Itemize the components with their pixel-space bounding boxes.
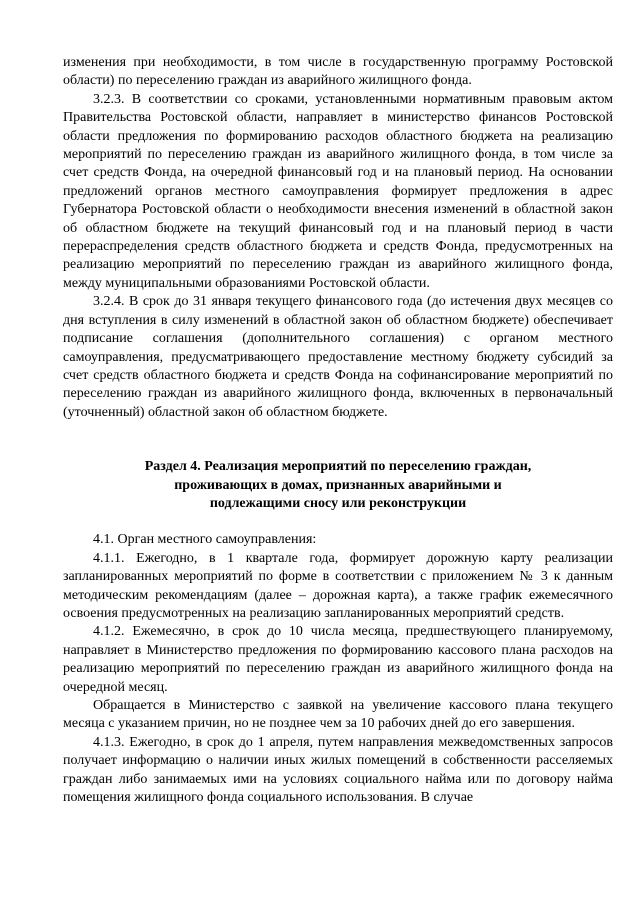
section-heading-line-2: проживающих в домах, признанных аварийными и <box>174 477 502 493</box>
paragraph-4-1-3: 4.1.3. Ежегодно, в срок до 1 апреля, путем направления межведомственных запросов получает информацию о наличии иных жилых помещений в собственности расселяемых граждан либо занимаемых ими на условиях социального найма или по договору найма помещения жилищного фонда социального использования. В случае <box>63 734 613 806</box>
section-heading-line-3: подлежащими сносу или реконструкции <box>209 495 467 511</box>
document-page <box>63 54 613 807</box>
paragraph-4-1-1: 4.1.1. Ежегодно, в 1 квартале года, формирует дорожную карту реализации запланированных мероприятий по форме в соответствии с приложением № 3 к данным методическим рекомендациям (далее – дорожная карта), а также график ежемесячного освоения предусмотренных на реализацию запланированных мероприятий средств. <box>63 550 613 621</box>
section-heading <box>63 458 613 513</box>
section-heading-line-1: Раздел 4. Реализация мероприятий по переселению граждан, <box>144 459 532 475</box>
paragraph-3-2-4: 3.2.4. В срок до 31 января текущего финансового года (до истечения двух месяцев со дня вступления в силу изменений в областной закон об областном бюджете) обеспечивает подписание соглашения (дополнительного соглашения) с органом местного самоуправления, предусматривающего предоставление местному бюджету субсидий за счет средств областного бюджета и средств Фонда на софинансирование мероприятий по переселению граждан из аварийного жилищного фонда, включенных в первоначальный (уточненный) областной закон об областном бюджете. <box>63 294 613 420</box>
paragraph-3-2-3: 3.2.3. В соответствии со сроками, установленными нормативным правовым актом Правительства Ростовской области, направляет в министерство финансов Ростовской области предложения по формированию расходов областного бюджета на реализацию мероприятий по переселению граждан из аварийного жилищного фонда, в том числе за счет средств Фонда, на очередной финансовый год и на плановый период. На основании предложений органов местного самоуправления формирует предложения в адрес Губернатора Ростовской области о необходимости внесения изменений в областной закон об областном бюджете на текущий финансовый год и на плановый период в части перераспределения средств областного бюджета и средств Фонда, предусмотренных на реализацию мероприятий по переселению граждан из аварийного жилищного фонда, между муниципальными образованиями Ростовской области. <box>63 91 613 291</box>
spacer <box>63 422 613 458</box>
paragraph-cash-plan-request: Обращается в Министерство с заявкой на увеличение кассового плана текущего месяца с указанием причин, но не позднее чем за 10 рабочих дней до его завершения. <box>63 698 613 732</box>
paragraph: изменения при необходимости, в том числе в государственную программу Ростовской области) по переселению граждан из аварийного жилищного фонда. <box>63 55 613 89</box>
paragraph-4-1: 4.1. Орган местного самоуправления: <box>93 532 317 548</box>
paragraph-4-1-2: 4.1.2. Ежемесячно, в срок до 10 числа месяца, предшествующего планируемому, направляет в Министерство предложения по формированию кассового плана расходов на реализацию мероприятий по переселению граждан из аварийного жилищного фонда на очередной месяц. <box>63 624 613 695</box>
spacer <box>63 513 613 531</box>
